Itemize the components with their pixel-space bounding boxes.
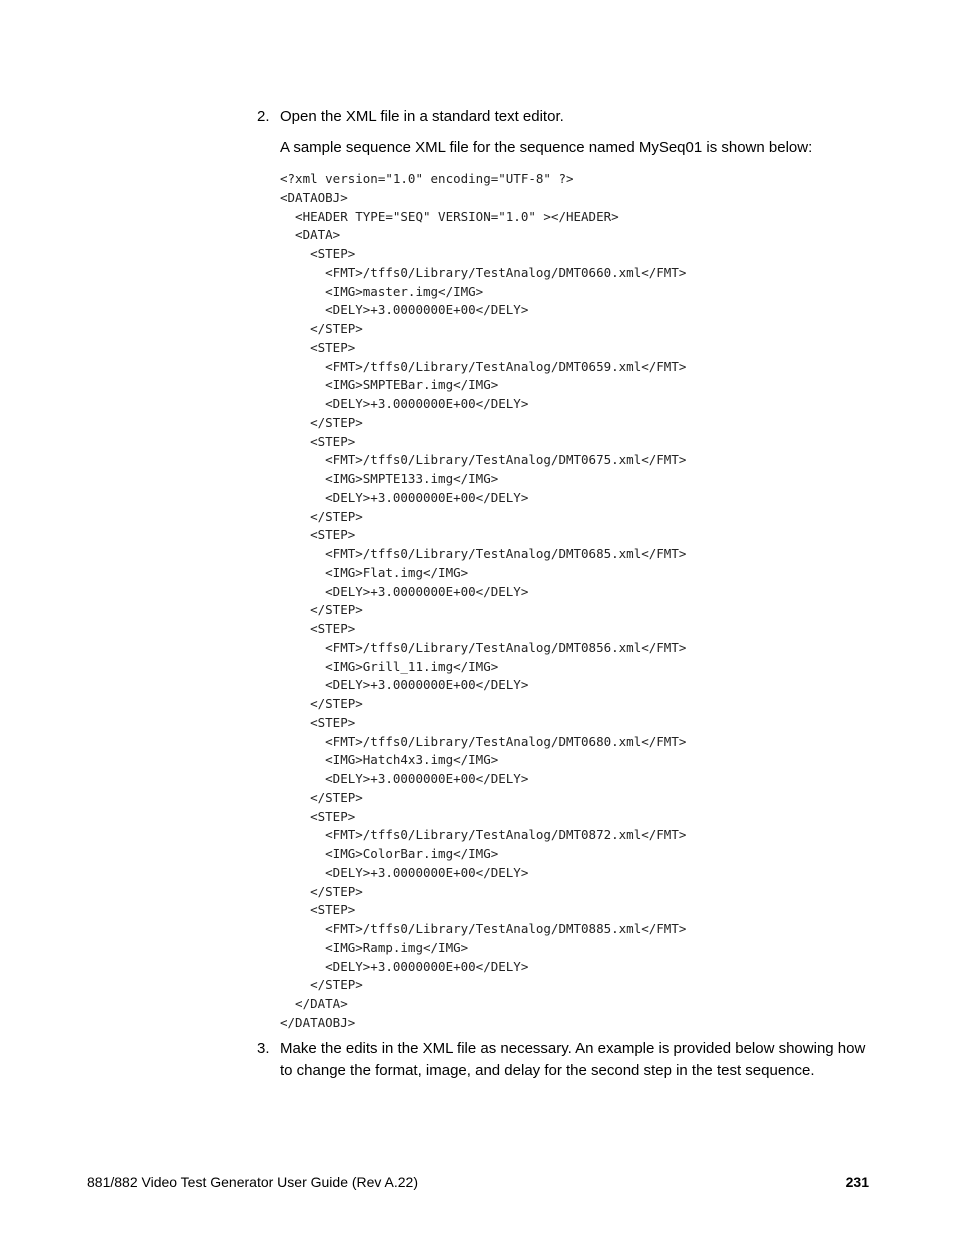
- code-line: <FMT>/tffs0/Library/TestAnalog/DMT0660.xml</FMT>: [280, 264, 687, 280]
- code-line: <FMT>/tffs0/Library/TestAnalog/DMT0856.xml</FMT>: [280, 639, 687, 655]
- code-line: </STEP>: [280, 414, 363, 430]
- code-line: <STEP>: [280, 902, 356, 918]
- xml-code-sample: [280, 170, 686, 1033]
- code-line: <IMG>SMPTE133.img</IMG>: [280, 471, 499, 486]
- step-2: [257, 106, 877, 159]
- step-text: A sample sequence XML file for the sequence named MySeq01 is shown below:: [280, 139, 813, 156]
- code-line: </STEP>: [280, 602, 363, 618]
- step-body: [280, 106, 877, 159]
- step-number: 2.: [257, 108, 270, 125]
- code-line: <STEP>: [280, 527, 356, 543]
- code-line: <DELY>+3.0000000E+00</DELY>: [280, 677, 529, 693]
- step-text: Open the XML file in a standard text editor.: [280, 108, 564, 125]
- code-line: <IMG>Flat.img</IMG>: [280, 564, 469, 580]
- code-line: <IMG>Grill_11.img</IMG>: [280, 658, 499, 674]
- step-number: 3.: [257, 1040, 270, 1057]
- code-line: <DELY>+3.0000000E+00</DELY>: [280, 489, 529, 505]
- page-number: 231: [845, 1174, 869, 1190]
- code-line: </STEP>: [280, 977, 363, 993]
- code-line: <STEP>: [280, 246, 356, 261]
- code-line: <DATAOBJ>: [280, 189, 348, 205]
- footer-title: 881/882 Video Test Generator User Guide (Rev A.22): [87, 1174, 419, 1190]
- code-line: </STEP>: [280, 508, 363, 524]
- code-line: <DATA>: [280, 227, 341, 243]
- code-line: <FMT>/tffs0/Library/TestAnalog/DMT0675.xml</FMT>: [280, 452, 687, 468]
- code-line: <FMT>/tffs0/Library/TestAnalog/DMT0885.xml</FMT>: [280, 921, 687, 936]
- code-line: <STEP>: [280, 714, 356, 730]
- code-line: <IMG>master.img</IMG>: [280, 283, 484, 299]
- code-line: <FMT>/tffs0/Library/TestAnalog/DMT0659.xml</FMT>: [280, 358, 687, 374]
- code-line: <DELY>+3.0000000E+00</DELY>: [280, 864, 529, 880]
- code-line: <IMG>ColorBar.img</IMG>: [280, 846, 499, 861]
- code-line: </STEP>: [280, 883, 363, 899]
- code-line: <DELY>+3.0000000E+00</DELY>: [280, 302, 529, 318]
- code-line: <DELY>+3.0000000E+00</DELY>: [280, 583, 529, 599]
- step-body: [280, 1038, 877, 1082]
- step-text: Make the edits in the XML file as necessary. An example is provided below showing how to change the format, image, and delay for the second step in the test sequence.: [280, 1040, 866, 1079]
- code-line: <DELY>+3.0000000E+00</DELY>: [280, 396, 529, 411]
- code-line: </STEP>: [280, 696, 363, 711]
- code-line: <DELY>+3.0000000E+00</DELY>: [280, 958, 529, 974]
- code-line: </DATA>: [280, 996, 348, 1011]
- step-3: [257, 1038, 877, 1082]
- code-line: <FMT>/tffs0/Library/TestAnalog/DMT0685.xml</FMT>: [280, 546, 687, 561]
- code-line: <DELY>+3.0000000E+00</DELY>: [280, 771, 529, 786]
- code-line: <IMG>Hatch4x3.img</IMG>: [280, 752, 499, 768]
- code-line: <STEP>: [280, 621, 356, 636]
- code-line: <STEP>: [280, 433, 356, 449]
- code-line: <STEP>: [280, 808, 356, 824]
- code-line: <HEADER TYPE="SEQ" VERSION="1.0" ></HEADER>: [280, 208, 619, 224]
- code-line: </STEP>: [280, 789, 363, 805]
- code-line: </DATAOBJ>: [280, 1014, 356, 1030]
- code-line: <STEP>: [280, 339, 356, 355]
- code-line: <?xml version="1.0" encoding="UTF-8" ?>: [280, 171, 574, 186]
- code-line: </STEP>: [280, 321, 363, 336]
- code-line: <FMT>/tffs0/Library/TestAnalog/DMT0872.xml</FMT>: [280, 827, 687, 843]
- code-line: <IMG>SMPTEBar.img</IMG>: [280, 377, 499, 393]
- code-line: <IMG>Ramp.img</IMG>: [280, 939, 469, 955]
- code-line: <FMT>/tffs0/Library/TestAnalog/DMT0680.xml</FMT>: [280, 733, 687, 749]
